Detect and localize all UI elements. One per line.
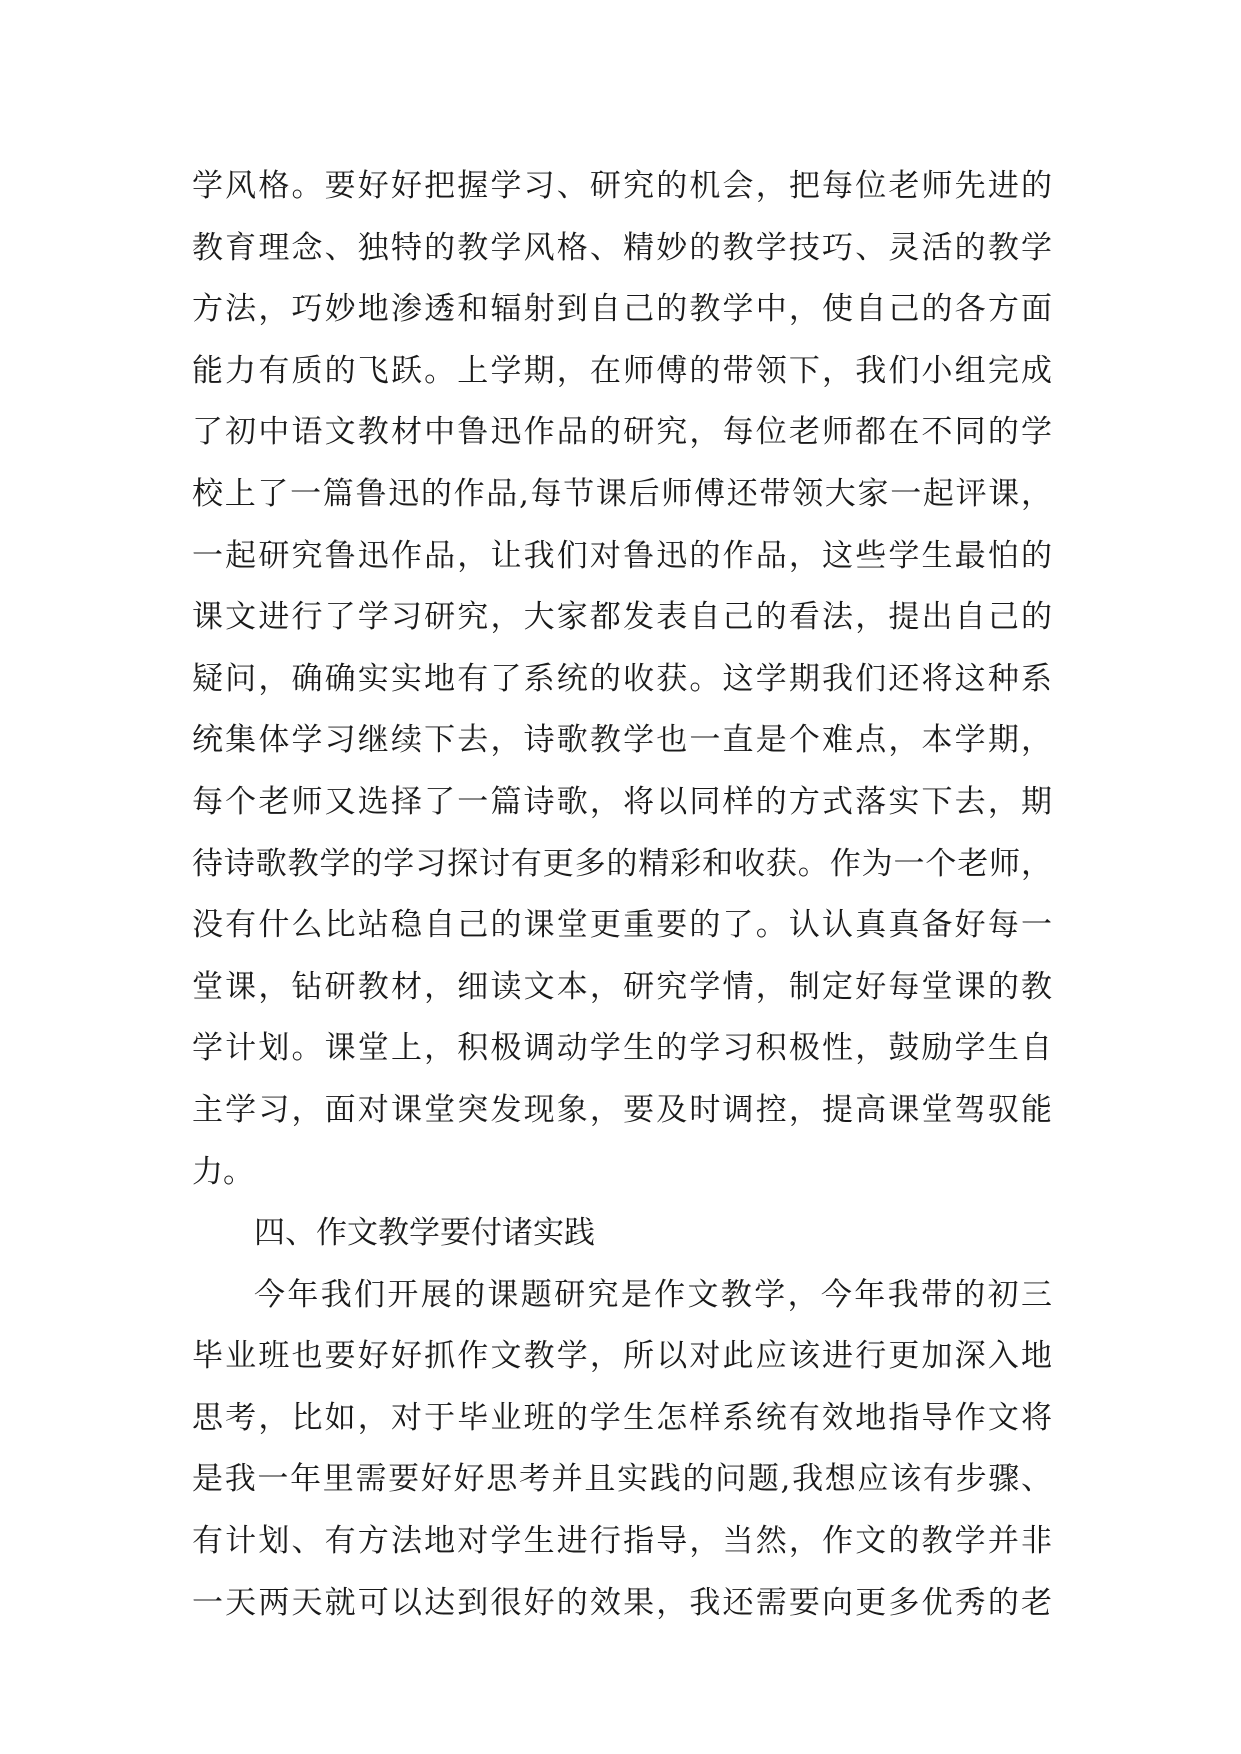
text-line: 一天两天就可以达到很好的效果，我还需要向更多优秀的老: [192, 1584, 1052, 1621]
text-line: 方法，巧妙地渗透和辐射到自己的教学中，使自己的各方面: [192, 291, 1052, 328]
text-line: 了初中语文教材中鲁迅作品的研究，每位老师都在不同的学: [192, 414, 1052, 451]
document-body: [192, 156, 1052, 1634]
text-line: 一起研究鲁迅作品，让我们对鲁迅的作品，这些学生最怕的: [192, 537, 1052, 574]
text-line: 有计划、有方法地对学生进行指导，当然，作文的教学并非: [192, 1523, 1052, 1560]
text-line: 主学习，面对课堂突发现象，要及时调控，提高课堂驾驭能: [192, 1091, 1052, 1128]
text-line: 学计划。课堂上，积极调动学生的学习积极性，鼓励学生自: [192, 1030, 1052, 1067]
text-line: 思考，比如，对于毕业班的学生怎样系统有效地指导作文将: [192, 1399, 1052, 1436]
text-line: 堂课，钻研教材，细读文本，研究学情，制定好每堂课的教: [192, 968, 1052, 1005]
text-line: 课文进行了学习研究，大家都发表自己的看法，提出自己的: [192, 599, 1052, 636]
paragraph-end-line: 力。: [192, 1153, 254, 1190]
text-line: 疑问，确确实实地有了系统的收获。这学期我们还将这种系: [192, 660, 1052, 697]
text-line: 教育理念、独特的教学风格、精妙的教学技巧、灵活的教学: [192, 229, 1052, 266]
text-line: 毕业班也要好好抓作文教学，所以对此应该进行更加深入地: [192, 1338, 1052, 1375]
paragraph-first-line: 今年我们开展的课题研究是作文教学，今年我带的初三: [254, 1276, 1052, 1313]
section-heading: 四、作文教学要付诸实践: [254, 1215, 595, 1252]
text-line: 校上了一篇鲁迅的作品,每节课后师傅还带领大家一起评课，: [192, 475, 1052, 512]
text-line: 待诗歌教学的学习探讨有更多的精彩和收获。作为一个老师，: [192, 845, 1052, 882]
text-line: 没有什么比站稳自己的课堂更重要的了。认认真真备好每一: [192, 907, 1052, 944]
text-line: 学风格。要好好把握学习、研究的机会，把每位老师先进的: [192, 168, 1052, 204]
text-line: 是我一年里需要好好思考并且实践的问题,我想应该有步骤、: [192, 1461, 1052, 1498]
text-line: 能力有质的飞跃。上学期，在师傅的带领下，我们小组完成: [192, 352, 1052, 389]
text-line: 统集体学习继续下去，诗歌教学也一直是个难点，本学期，: [192, 722, 1052, 759]
text-line: 每个老师又选择了一篇诗歌，将以同样的方式落实下去，期: [192, 783, 1052, 820]
